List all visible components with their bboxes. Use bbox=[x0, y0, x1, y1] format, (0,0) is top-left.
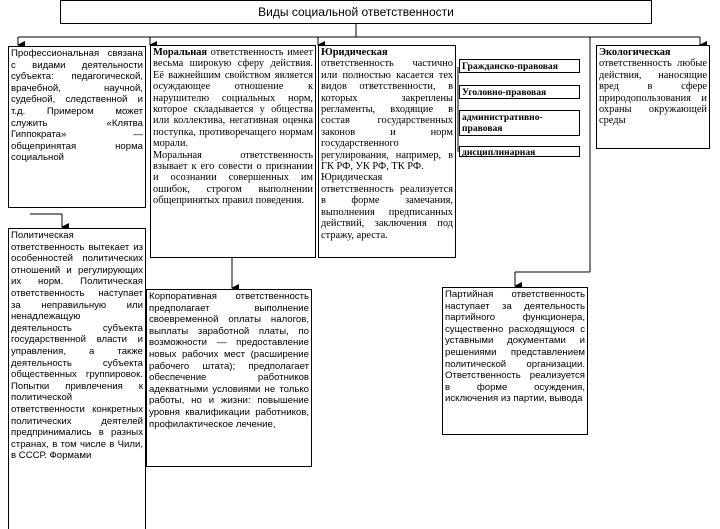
moral-text-1: ответственность имеет весьма широкую сферу действия. Её важнейшим свойством является осуждающее отношение к нарушителю социальных норм, которое складывается у общества или коллектива, негативная оценка поступка, противоречащего нормам морали. bbox=[153, 47, 313, 150]
moral-box bbox=[150, 45, 316, 258]
legal-text-1: ответственность частично или полностью касается тех видов ответственности, в которых закреплены регламенты, входящие в состав государственных законов и норм государственного регулирования, например, в ГК РФ, УК РФ, ТК РФ. bbox=[321, 58, 453, 173]
party-text: Партийная ответственность наступает за деятельность партийного функционера, существенно расходящуюся с уставными документами и решениями представлением политической организации. Ответственность реализуется в форме осуждения, исключения из партии, вывода bbox=[445, 289, 585, 405]
legal-type-criminal: Уголовно-правовая bbox=[459, 85, 580, 99]
moral-text-2: Моральная ответственность взывает к его совести о признании и осознании совершенных им ошибок, строгом выполнении общепринятых правил поведения. bbox=[153, 149, 313, 207]
party-box bbox=[442, 287, 588, 435]
ecological-heading: Экологическая bbox=[599, 47, 671, 58]
moral-heading: Моральная bbox=[153, 47, 208, 58]
ecological-text: ответственность любые действия, наносящие вред в сфере природопользования и охраны окружающей среды bbox=[599, 58, 707, 127]
legal-box bbox=[318, 45, 456, 258]
legal-type-disciplinary: дисциплинарная bbox=[459, 146, 580, 157]
ecological-box bbox=[596, 45, 710, 149]
professional-box bbox=[8, 46, 146, 208]
legal-heading: Юридическая bbox=[321, 47, 388, 58]
professional-text: Профессиональная связана с видами деятельности субъекта: педагогической, врачебной, научной, судебной, следственной и т.д. Примером может служить «Клятва Гиппократа» — общепринятая норма социальной bbox=[11, 48, 143, 164]
legal-type-administrative: административно-правовая bbox=[459, 110, 580, 136]
political-text: Политическая ответственность вытекает из особенностей политических отношений и регулирующих их норм. Политическая ответственность наступает за неправильную или ненадлежащую деятельность субъекта государственной власти и управления, а также деятельность субъекта общественных группировок. Попытки привлечения к политической ответственности конкретных политических деятелей предпринимались в разных странах, в том числе в Чили, в СССР. Формами bbox=[11, 230, 143, 462]
diagram-title: Виды социальной ответственности bbox=[60, 0, 652, 24]
corporate-box bbox=[146, 289, 312, 467]
legal-type-civil: Гражданско-правовая bbox=[459, 59, 580, 73]
legal-text-2: Юридическая ответственность реализуется в форме замечания, выполнения предписанных действий, заключения под стражу, ареста. bbox=[321, 172, 453, 241]
corporate-text: Корпоративная ответственность предполагает выполнение своевременной оплаты налогов, выплаты заработной платы, по возможности — предоставление новых рабочих мест (расширение рабочего штата); предполагает обеспечение работников адекватными условиями не только работы, но и жизни: повышение уровня квалификации работников, профилактическое лечение, bbox=[149, 291, 309, 430]
political-box bbox=[8, 228, 146, 529]
